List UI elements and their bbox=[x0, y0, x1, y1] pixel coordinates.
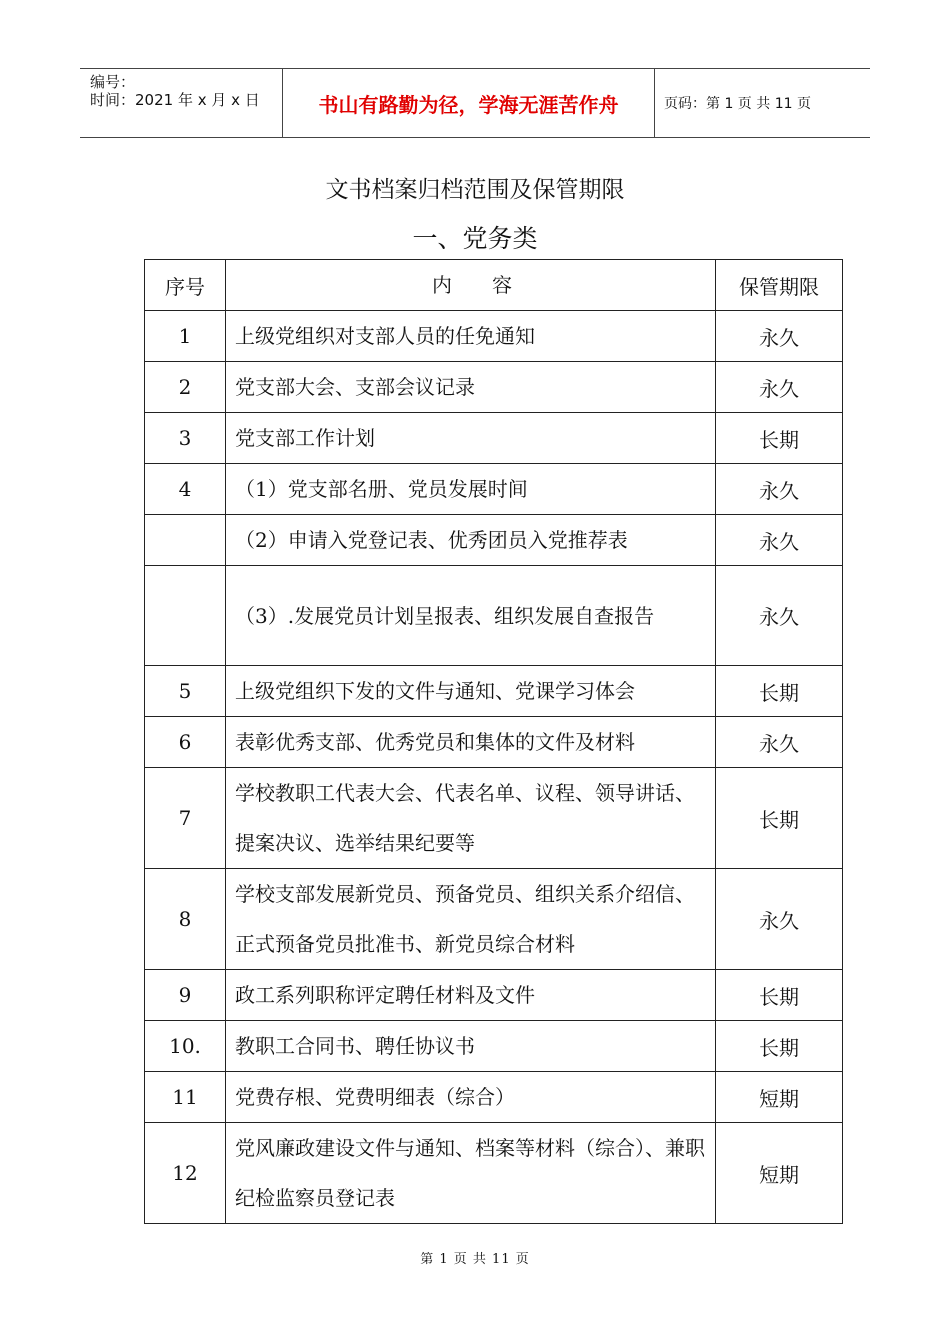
row-content: 党费存根、党费明细表（综合） bbox=[226, 1072, 716, 1123]
row-content: （1）党支部名册、党员发展时间 bbox=[226, 464, 716, 515]
row-number: 4 bbox=[145, 464, 226, 515]
row-retention-term: 长期 bbox=[716, 413, 843, 464]
row-number: 1 bbox=[145, 311, 226, 362]
page-footer: 第 1 页 共 11 页 bbox=[420, 1252, 530, 1267]
row-retention-term: 永久 bbox=[716, 869, 843, 970]
header-term: 保管期限 bbox=[716, 260, 843, 311]
row-number: 10. bbox=[145, 1021, 226, 1072]
row-content: 学校支部发展新党员、预备党员、组织关系介绍信、正式预备党员批准书、新党员综合材料 bbox=[226, 869, 716, 970]
table-row bbox=[145, 1123, 843, 1224]
row-retention-term: 永久 bbox=[716, 464, 843, 515]
row-retention-term: 长期 bbox=[716, 666, 843, 717]
archive-table bbox=[144, 259, 843, 1224]
table-row bbox=[145, 1021, 843, 1072]
table-row bbox=[145, 1072, 843, 1123]
table-row bbox=[145, 413, 843, 464]
section-title: 一、党务类 bbox=[412, 224, 538, 253]
row-content: 学校教职工代表大会、代表名单、议程、领导讲话、提案决议、选举结果纪要等 bbox=[226, 768, 716, 869]
table-row bbox=[145, 666, 843, 717]
header-motto: 书山有路勤为径，学海无涯苦作舟 bbox=[282, 69, 655, 137]
header-page-label: 页码：第 1 页 共 11 页 bbox=[664, 96, 811, 112]
table-row bbox=[145, 311, 843, 362]
table-row bbox=[145, 515, 843, 566]
table-row bbox=[145, 464, 843, 515]
row-retention-term: 短期 bbox=[716, 1072, 843, 1123]
header-meta bbox=[80, 69, 282, 137]
time-label: 时间：2021 年 x 月 x 日 bbox=[90, 91, 260, 109]
row-number: 2 bbox=[145, 362, 226, 413]
row-retention-term: 永久 bbox=[716, 717, 843, 768]
table-row bbox=[145, 717, 843, 768]
row-content: 党支部工作计划 bbox=[226, 413, 716, 464]
row-retention-term: 永久 bbox=[716, 311, 843, 362]
row-content: 党风廉政建设文件与通知、档案等材料（综合）、兼职纪检监察员登记表 bbox=[226, 1123, 716, 1224]
row-number: 5 bbox=[145, 666, 226, 717]
row-retention-term: 长期 bbox=[716, 1021, 843, 1072]
row-retention-term: 长期 bbox=[716, 768, 843, 869]
table-row bbox=[145, 768, 843, 869]
row-number: 12 bbox=[145, 1123, 226, 1224]
table-row bbox=[145, 362, 843, 413]
row-retention-term: 永久 bbox=[716, 362, 843, 413]
row-retention-term: 永久 bbox=[716, 515, 843, 566]
row-content: 党支部大会、支部会议记录 bbox=[226, 362, 716, 413]
row-content: 上级党组织下发的文件与通知、党课学习体会 bbox=[226, 666, 716, 717]
row-number: 8 bbox=[145, 869, 226, 970]
row-content: 政工系列职称评定聘任材料及文件 bbox=[226, 970, 716, 1021]
row-number: 11 bbox=[145, 1072, 226, 1123]
row-number bbox=[145, 566, 226, 666]
page-header bbox=[80, 68, 870, 138]
document-title: 文书档案归档范围及保管期限 bbox=[325, 177, 625, 203]
row-content: 上级党组织对支部人员的任免通知 bbox=[226, 311, 716, 362]
row-number: 9 bbox=[145, 970, 226, 1021]
header-no: 序号 bbox=[145, 260, 226, 311]
row-number: 6 bbox=[145, 717, 226, 768]
row-content: （2）申请入党登记表、优秀团员入党推荐表 bbox=[226, 515, 716, 566]
row-content: 表彰优秀支部、优秀党员和集体的文件及材料 bbox=[226, 717, 716, 768]
row-retention-term: 长期 bbox=[716, 970, 843, 1021]
row-number: 7 bbox=[145, 768, 226, 869]
row-number bbox=[145, 515, 226, 566]
row-number: 3 bbox=[145, 413, 226, 464]
table-header-row bbox=[145, 260, 843, 311]
row-retention-term: 短期 bbox=[716, 1123, 843, 1224]
row-content: （3）.发展党员计划呈报表、组织发展自查报告 bbox=[226, 566, 716, 666]
table-row bbox=[145, 566, 843, 666]
serial-label: 编号： bbox=[90, 73, 136, 91]
table-row bbox=[145, 970, 843, 1021]
row-content: 教职工合同书、聘任协议书 bbox=[226, 1021, 716, 1072]
header-content: 内 容 bbox=[226, 260, 716, 311]
table-row bbox=[145, 869, 843, 970]
row-retention-term: 永久 bbox=[716, 566, 843, 666]
